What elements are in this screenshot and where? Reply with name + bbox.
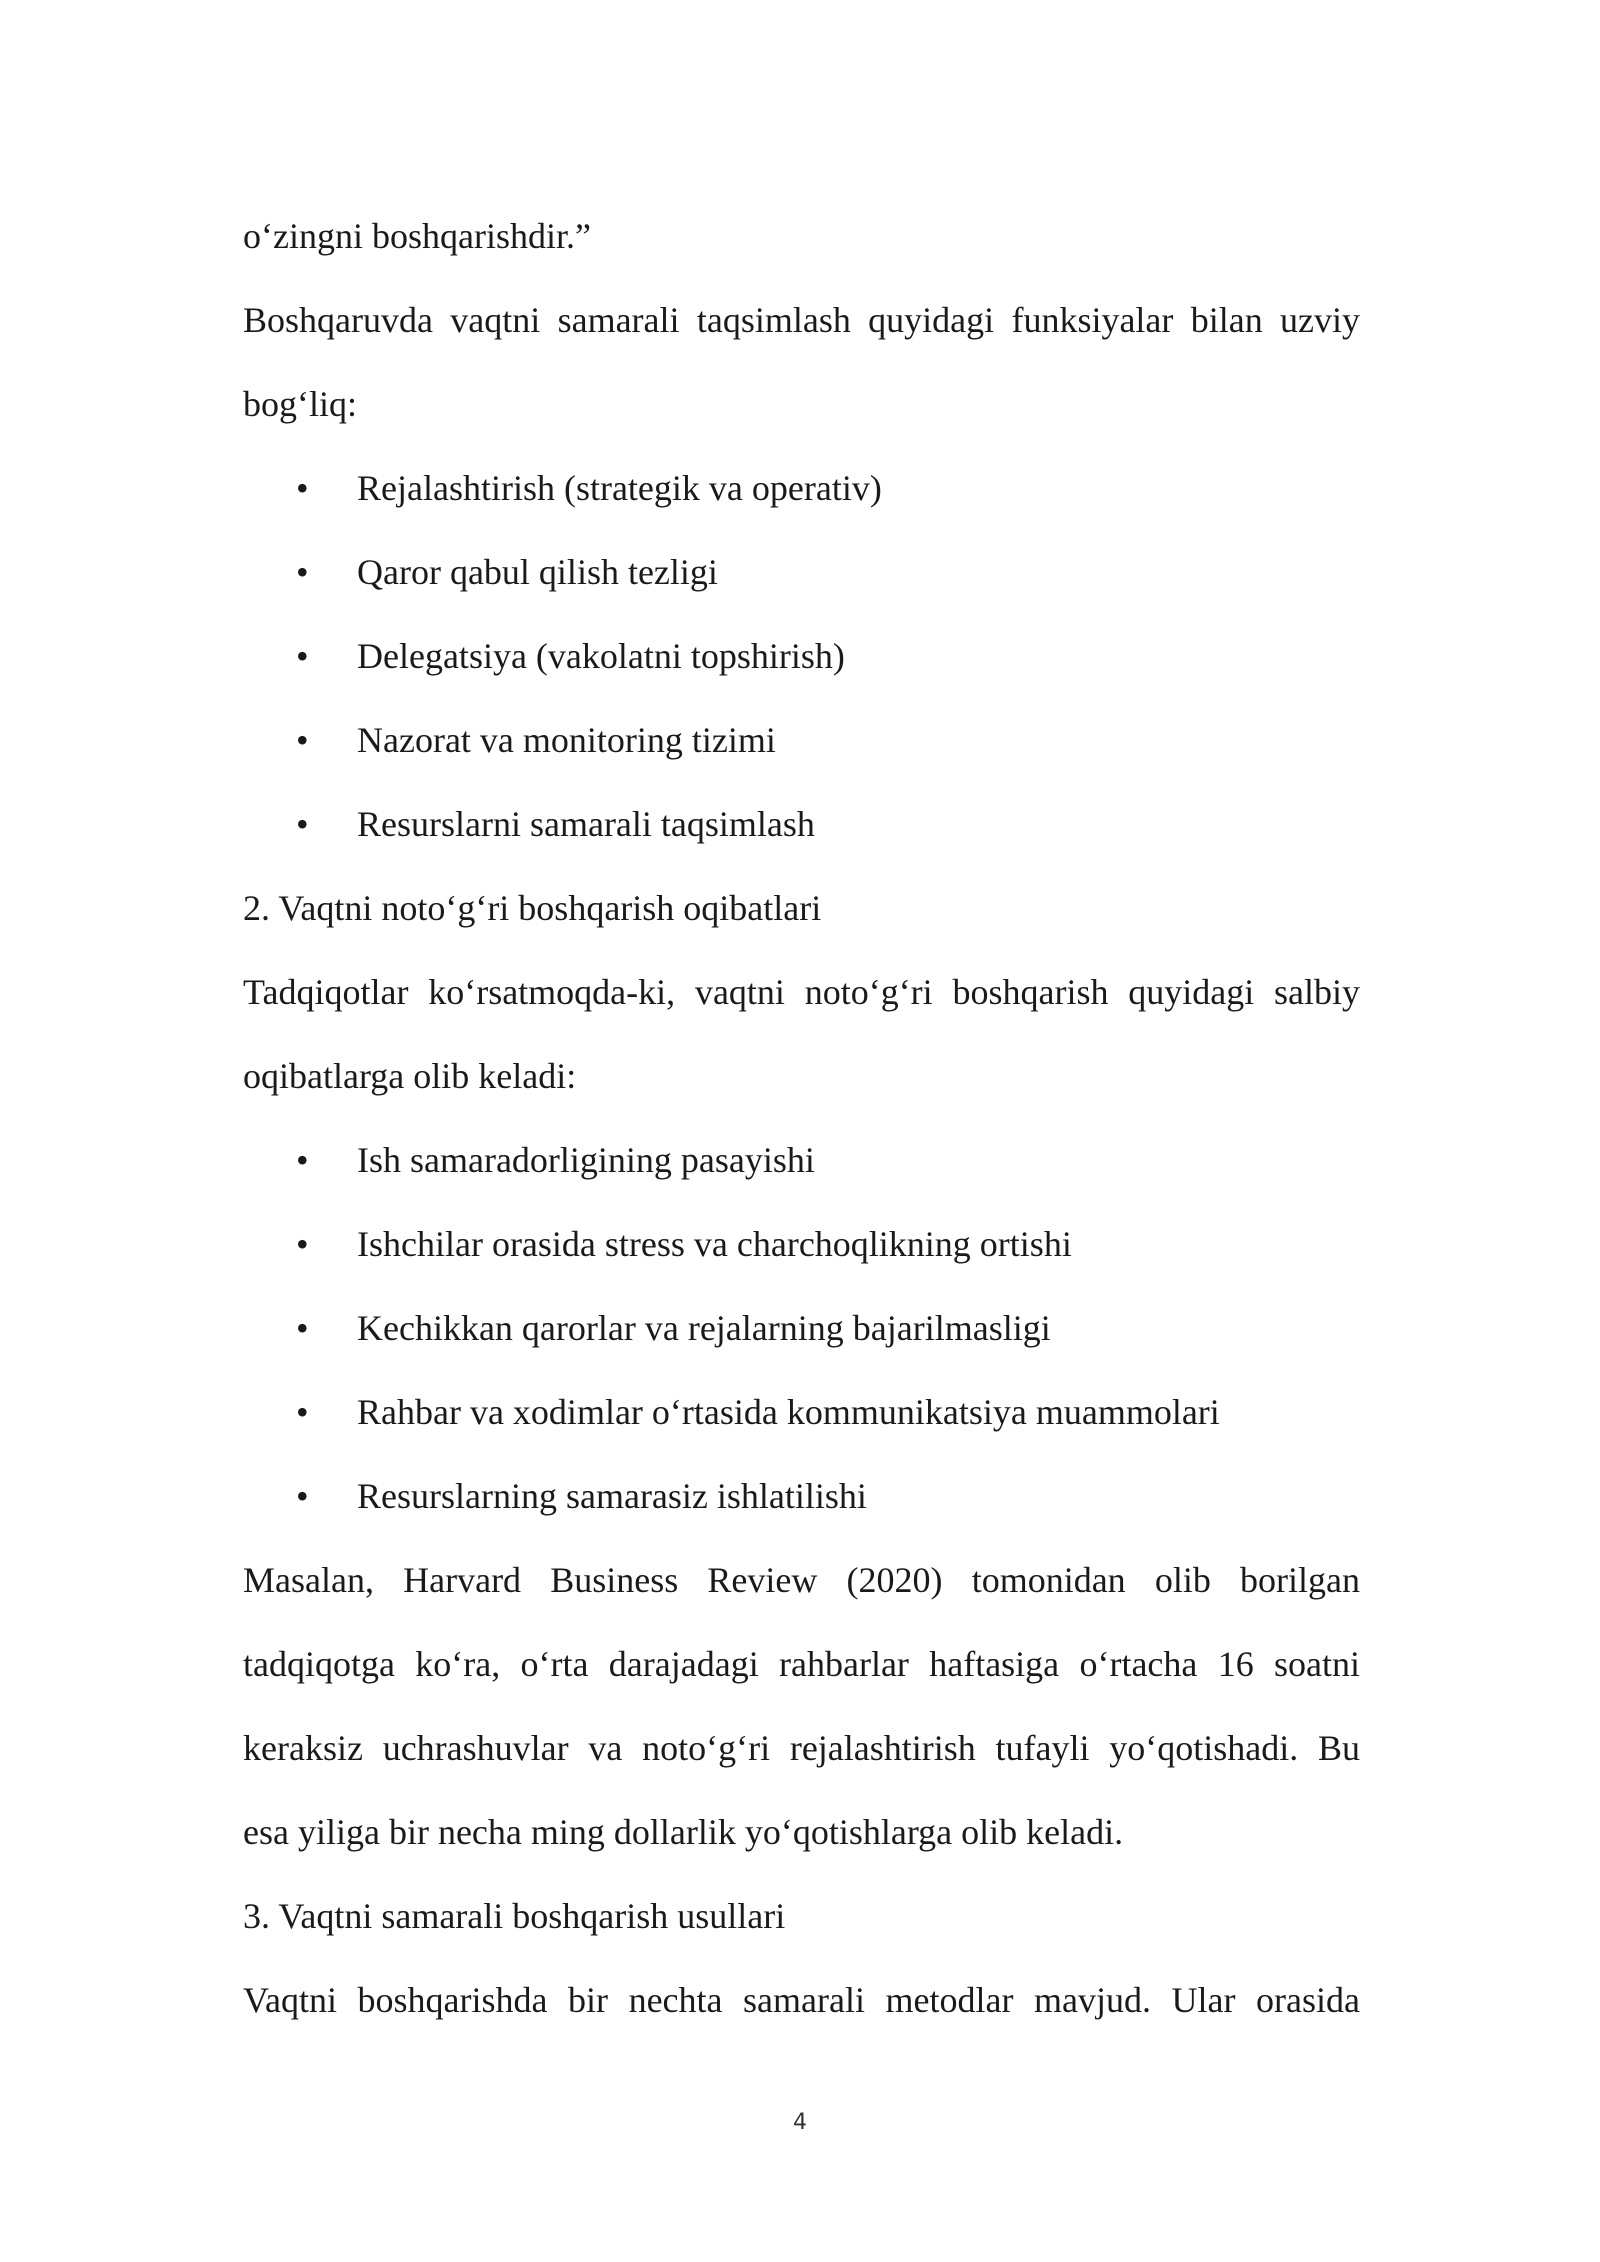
- list-item: [0, 1222, 1600, 1266]
- paragraph-3-line-2: tadqiqotga ko‘ra, o‘rta darajadagi rahbarlar haftasiga o‘rtacha 16 soatni: [243, 1644, 1360, 1684]
- paragraph-4-line-1: Vaqtni boshqarishda bir nechta samarali metodlar mavjud. Ular orasida: [243, 1980, 1360, 2020]
- list-item-text: Nazorat va monitoring tizimi: [357, 720, 776, 760]
- page-number: 4: [793, 2110, 807, 2135]
- paragraph-3-line-1: Masalan, Harvard Business Review (2020) tomonidan olib borilgan: [243, 1560, 1360, 1600]
- bullet-icon: •: [296, 720, 309, 760]
- list-item: [0, 634, 1600, 678]
- list-item-text: Rejalashtirish (strategik va operativ): [357, 468, 882, 508]
- list-item-text: Rahbar va xodimlar o‘rtasida kommunikatsiya muammolari: [357, 1392, 1220, 1432]
- list-item: [0, 1474, 1600, 1518]
- list-item-text: Resurslarning samarasiz ishlatilishi: [357, 1476, 867, 1516]
- bullet-icon: •: [296, 1140, 309, 1180]
- paragraph-2-line-1: Tadqiqotlar ko‘rsatmoqda-ki, vaqtni noto‘g‘ri boshqarish quyidagi salbiy: [243, 972, 1360, 1012]
- list-item-text: Qaror qabul qilish tezligi: [357, 552, 718, 592]
- paragraph-3-line-4: esa yiliga bir necha ming dollarlik yo‘qotishlarga olib keladi.: [243, 1812, 1124, 1852]
- bullet-icon: •: [296, 552, 309, 592]
- list-item: [0, 466, 1600, 510]
- bullet-icon: •: [296, 1308, 309, 1348]
- section-heading-3: 3. Vaqtni samarali boshqarish usullari: [243, 1896, 786, 1936]
- list-item: [0, 802, 1600, 846]
- bullet-icon: •: [296, 468, 309, 508]
- list-item-text: Delegatsiya (vakolatni topshirish): [357, 636, 845, 676]
- list-item-text: Resurslarni samarali taqsimlash: [357, 804, 815, 844]
- paragraph-1-line-1: Boshqaruvda vaqtni samarali taqsimlash quyidagi funksiyalar bilan uzviy: [243, 300, 1360, 340]
- paragraph-2-line-2: oqibatlarga olib keladi:: [243, 1056, 577, 1096]
- paragraph-3-line-3: keraksiz uchrashuvlar va noto‘g‘ri rejalashtirish tufayli yo‘qotishadi. Bu: [243, 1728, 1360, 1768]
- section-heading-2: 2. Vaqtni noto‘g‘ri boshqarish oqibatlari: [243, 888, 822, 928]
- list-item: [0, 1390, 1600, 1434]
- paragraph-1-line-2: bog‘liq:: [243, 384, 357, 424]
- list-item-text: Kechikkan qarorlar va rejalarning bajarilmasligi: [357, 1308, 1051, 1348]
- list-item-text: Ish samaradorligining pasayishi: [357, 1140, 815, 1180]
- list-item: [0, 718, 1600, 762]
- bullet-icon: •: [296, 1392, 309, 1432]
- intro-line: o‘zingni boshqarishdir.”: [243, 216, 591, 256]
- list-item: [0, 1138, 1600, 1182]
- bullet-icon: •: [296, 804, 309, 844]
- list-item: [0, 550, 1600, 594]
- list-item-text: Ishchilar orasida stress va charchoqlikning ortishi: [357, 1224, 1072, 1264]
- bullet-icon: •: [296, 636, 309, 676]
- list-item: [0, 1306, 1600, 1350]
- bullet-icon: •: [296, 1224, 309, 1264]
- bullet-icon: •: [296, 1476, 309, 1516]
